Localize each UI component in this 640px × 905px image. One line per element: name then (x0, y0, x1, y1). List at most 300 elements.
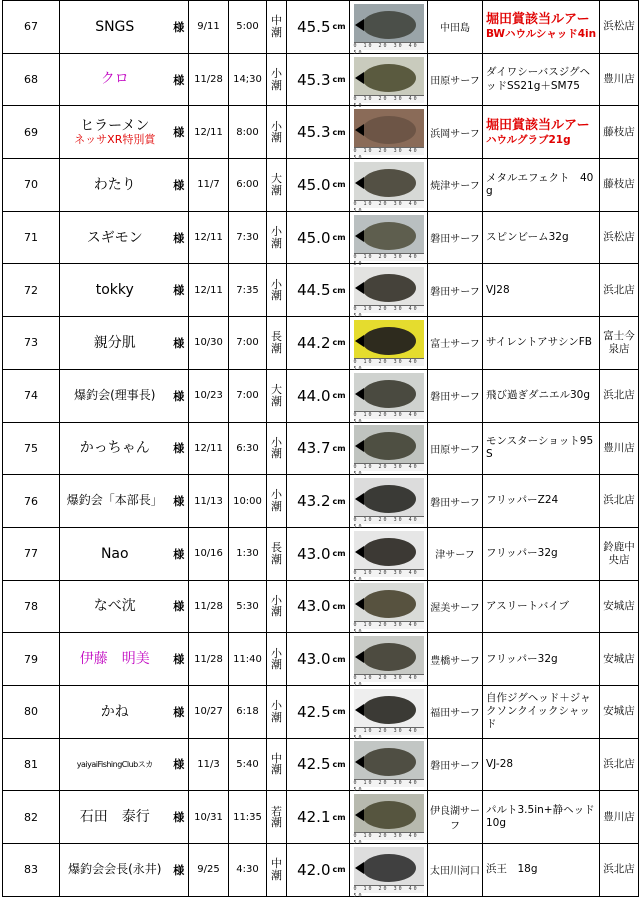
lure-name: 自作ジグヘッド＋ジャクソンクイックシャッド (486, 692, 591, 731)
lure-cell (483, 844, 600, 897)
time-cell (229, 738, 267, 791)
measuring-ruler: 0 10 20 30 40 50 (354, 463, 424, 471)
catch-time: 4:30 (236, 864, 259, 876)
rank-number-cell (3, 527, 60, 580)
angler-name-cell (60, 264, 170, 317)
angler-name: Nao (100, 545, 129, 562)
size-cell (287, 53, 333, 106)
fish-size: 45.0 (297, 228, 331, 247)
lure-cell (483, 422, 600, 475)
angler-name-cell (60, 633, 170, 686)
store-name: 安城店 (603, 652, 635, 665)
photo-cell (350, 53, 428, 109)
catch-date: 9/25 (197, 864, 220, 876)
size-unit: cm (332, 75, 346, 85)
catch-time: 1:30 (236, 548, 259, 560)
fish-size: 42.1 (297, 808, 331, 827)
unit-cell (333, 738, 350, 791)
size-unit: cm (332, 601, 346, 611)
catch-location: 津サーフ (435, 550, 475, 562)
honorific: 様 (173, 442, 185, 456)
flounder-image (362, 432, 416, 460)
honorific-cell (170, 106, 189, 159)
fish-photo (353, 57, 424, 109)
store-name: 豊川店 (603, 72, 635, 85)
fish-size: 45.3 (297, 123, 331, 142)
tide-cell (267, 633, 287, 686)
catch-location: 富士サーフ (430, 339, 480, 351)
size-unit: cm (332, 654, 346, 664)
angler-name: かね (100, 703, 129, 720)
tide-cell (267, 527, 287, 580)
catch-location: 磐田サーフ (430, 392, 480, 404)
tide-cell (267, 1, 287, 54)
size-unit: cm (332, 285, 346, 295)
photo-cell (350, 580, 428, 636)
catch-time: 7:00 (236, 390, 259, 402)
lure-name: ダイワシーバスジグヘッドSS21g＋SM75 (486, 66, 591, 92)
honorific-cell (170, 844, 189, 897)
shop-cell (600, 317, 639, 370)
measuring-ruler: 0 10 20 30 40 50 (354, 42, 424, 50)
lure-name: パルト3.5in+静ヘッド10g (486, 804, 595, 830)
catch-location: 磐田サーフ (430, 760, 480, 772)
catch-location: 田原サーフ (430, 444, 480, 456)
store-name: 藤枝店 (603, 178, 635, 191)
location-cell (428, 317, 483, 370)
location-cell (428, 53, 483, 106)
date-cell (189, 685, 229, 738)
rank-number-cell (3, 633, 60, 686)
catch-time: 6:30 (236, 442, 259, 454)
rank-number-cell (3, 1, 60, 54)
table-row (3, 475, 639, 528)
table-row (3, 369, 639, 422)
fish-size: 45.0 (297, 175, 331, 194)
lure-name: 堀田賞該当ルアー (486, 117, 590, 133)
measuring-ruler: 0 10 20 30 40 50 (354, 727, 424, 735)
time-cell (229, 1, 267, 54)
catch-time: 14;30 (233, 74, 262, 86)
table-row (3, 527, 639, 580)
lure-name: フリッパーZ24 (486, 494, 559, 507)
rank-number-cell (3, 844, 60, 897)
fish-photo (353, 320, 424, 372)
store-name: 富士今泉店 (603, 329, 635, 355)
lure-name: サイレントアサシンFB (486, 336, 592, 349)
table-row (3, 685, 639, 738)
time-cell (229, 211, 267, 264)
table-row (3, 317, 639, 370)
catch-time: 5:40 (236, 758, 259, 770)
honorific-cell (170, 475, 189, 528)
catch-time: 11:40 (233, 653, 262, 665)
time-cell (229, 106, 267, 159)
tide-type: 小潮 (271, 277, 282, 303)
photo-cell (350, 317, 428, 370)
location-cell (428, 211, 483, 264)
shop-cell (600, 580, 639, 633)
honorific: 様 (173, 811, 185, 825)
catch-location: 福田サーフ (430, 708, 480, 720)
rank-number-cell (3, 580, 60, 633)
fish-size: 43.0 (297, 597, 331, 616)
shop-cell (600, 527, 639, 580)
tide-cell (267, 475, 287, 528)
catch-date: 12/11 (194, 442, 223, 454)
flounder-image (362, 485, 416, 513)
store-name: 藤枝店 (603, 125, 635, 138)
angler-name: スギモン (86, 229, 143, 246)
honorific: 様 (173, 758, 185, 772)
fish-photo (353, 162, 424, 214)
honorific-cell (170, 580, 189, 633)
catch-location: 磐田サーフ (430, 286, 480, 298)
store-name: 安城店 (603, 705, 635, 718)
honorific: 様 (173, 389, 185, 403)
time-cell (229, 317, 267, 370)
measuring-ruler: 0 10 20 30 40 50 (354, 779, 424, 787)
rank-number: 79 (24, 652, 38, 666)
catch-location: 磐田サーフ (430, 497, 480, 509)
honorific-cell (170, 1, 189, 54)
honorific-cell (170, 264, 189, 317)
honorific: 様 (173, 284, 185, 298)
size-cell (287, 422, 333, 475)
date-cell (189, 580, 229, 633)
tide-type: 中潮 (271, 857, 282, 882)
angler-name: yaiyaiFishingClubスカ (76, 759, 153, 769)
fish-size: 43.7 (297, 439, 331, 458)
lure-name: VJ-28 (486, 757, 514, 770)
lure-name: 浜王 18g (486, 863, 538, 876)
size-cell (287, 580, 333, 633)
date-cell (189, 422, 229, 475)
shop-cell (600, 738, 639, 791)
catch-date: 10/16 (194, 548, 223, 560)
flounder-image (362, 116, 416, 144)
tide-type: 小潮 (271, 435, 282, 461)
angler-name: かっちゃん (79, 440, 150, 457)
date-cell (189, 159, 229, 212)
store-name: 浜北店 (603, 863, 635, 876)
honorific: 様 (173, 653, 185, 667)
photo-cell (350, 106, 428, 162)
tide-type: 小潮 (271, 66, 282, 92)
unit-cell (333, 422, 350, 475)
photo-cell (350, 791, 428, 847)
table-row (3, 738, 639, 791)
fish-photo (353, 478, 424, 531)
angler-name: 爆釣会(理事長) (74, 387, 156, 402)
fish-photo (353, 847, 424, 899)
size-cell (287, 633, 333, 686)
fish-size: 44.0 (297, 386, 331, 405)
location-cell (428, 264, 483, 317)
catch-date: 10/31 (194, 811, 223, 823)
honorific: 様 (173, 178, 185, 192)
angler-name: 爆釣会会長(永井) (68, 861, 162, 876)
unit-cell (333, 527, 350, 580)
rank-number-cell (3, 264, 60, 317)
fish-size: 43.0 (297, 544, 331, 563)
tide-cell (267, 317, 287, 370)
store-name: 安城店 (603, 599, 635, 612)
table-row (3, 1, 639, 54)
catch-date: 11/3 (197, 758, 220, 770)
photo-cell (350, 738, 428, 794)
unit-cell (333, 1, 350, 54)
size-unit: cm (332, 443, 346, 453)
location-cell (428, 106, 483, 159)
unit-cell (333, 844, 350, 897)
photo-cell (350, 264, 428, 320)
honorific: 様 (173, 231, 185, 245)
photo-cell (350, 685, 428, 741)
rank-number: 69 (24, 125, 38, 139)
catch-time: 5:30 (236, 600, 259, 612)
honorific: 様 (173, 20, 185, 34)
angler-name-cell (60, 791, 170, 844)
shop-cell (600, 791, 639, 844)
angler-name: 伊藤 明美 (79, 651, 150, 668)
tide-type: 小潮 (271, 646, 282, 672)
angler-name: SNGS (95, 18, 135, 35)
rank-number-cell (3, 211, 60, 264)
lure-name: スピンビーム32g (486, 231, 569, 244)
size-cell (287, 527, 333, 580)
date-cell (189, 527, 229, 580)
honorific: 様 (173, 600, 185, 614)
flounder-image (362, 643, 416, 671)
flounder-image (362, 222, 416, 250)
catch-date: 11/28 (194, 600, 223, 612)
tide-type: 中潮 (271, 14, 282, 39)
rank-number: 71 (24, 231, 38, 245)
size-unit: cm (332, 180, 346, 190)
flounder-image (362, 748, 416, 776)
tide-type: 小潮 (271, 119, 282, 145)
tide-type: 小潮 (271, 225, 282, 250)
measuring-ruler: 0 10 20 30 40 50 (354, 674, 424, 682)
rank-number: 72 (24, 283, 38, 297)
flounder-image (362, 380, 416, 408)
time-cell (229, 685, 267, 738)
store-name: 浜北店 (603, 389, 635, 402)
measuring-ruler: 0 10 20 30 40 50 (354, 411, 424, 419)
catch-time: 7:35 (236, 284, 259, 296)
photo-cell (350, 527, 428, 583)
flounder-image (362, 274, 416, 302)
table-row (3, 53, 639, 106)
date-cell (189, 1, 229, 54)
fish-size: 42.5 (297, 755, 331, 774)
size-unit: cm (332, 707, 346, 717)
time-cell (229, 844, 267, 897)
honorific: 様 (173, 547, 185, 561)
unit-cell (333, 264, 350, 317)
tide-cell (267, 211, 287, 264)
catch-time: 5:00 (236, 21, 259, 33)
unit-cell (333, 211, 350, 264)
unit-cell (333, 317, 350, 370)
rank-number: 70 (24, 178, 38, 192)
rank-number: 68 (24, 73, 38, 87)
honorific-cell (170, 317, 189, 370)
catch-date: 11/13 (194, 495, 223, 507)
catch-time: 7:30 (236, 232, 259, 244)
shop-cell (600, 264, 639, 317)
size-unit: cm (332, 759, 346, 769)
tide-cell (267, 264, 287, 317)
angler-name-cell (60, 527, 170, 580)
rank-number-cell (3, 422, 60, 475)
shop-cell (600, 369, 639, 422)
angler-name: クロ (100, 71, 129, 88)
store-name: 浜松店 (603, 231, 635, 244)
size-cell (287, 738, 333, 791)
fish-size: 42.0 (297, 860, 331, 879)
honorific: 様 (173, 705, 185, 719)
time-cell (229, 53, 267, 106)
honorific-cell (170, 685, 189, 738)
lure-cell (483, 317, 600, 370)
date-cell (189, 475, 229, 528)
angler-name: 石田 泰行 (79, 809, 150, 826)
tide-type: 大潮 (271, 383, 282, 408)
shop-cell (600, 106, 639, 159)
unit-cell (333, 791, 350, 844)
location-cell (428, 475, 483, 528)
lure-cell (483, 106, 600, 159)
catch-date: 12/11 (194, 284, 223, 296)
honorific-cell (170, 738, 189, 791)
angler-name-cell (60, 53, 170, 106)
flounder-image (362, 590, 416, 618)
tide-cell (267, 369, 287, 422)
fish-photo (353, 531, 424, 583)
rank-number: 67 (24, 20, 38, 34)
rank-number: 73 (24, 336, 38, 350)
measuring-ruler: 0 10 20 30 40 50 (354, 621, 424, 629)
lure-cell (483, 791, 600, 844)
time-cell (229, 422, 267, 475)
lure-name: VJ28 (486, 283, 510, 296)
tide-type: 長潮 (271, 541, 282, 566)
tide-type: 中潮 (271, 751, 282, 777)
rank-number-cell (3, 685, 60, 738)
fish-photo (353, 689, 424, 741)
photo-cell (350, 844, 428, 897)
time-cell (229, 369, 267, 422)
time-cell (229, 633, 267, 686)
honorific: 様 (173, 73, 185, 87)
tide-cell (267, 580, 287, 633)
unit-cell (333, 159, 350, 212)
flounder-image (362, 696, 416, 724)
date-cell (189, 791, 229, 844)
location-cell (428, 527, 483, 580)
measuring-ruler: 0 10 20 30 40 50 (354, 305, 424, 313)
catch-time: 8:00 (236, 126, 259, 138)
size-unit: cm (332, 127, 346, 137)
catch-location: 田原サーフ (430, 76, 480, 88)
store-name: 浜松店 (603, 20, 635, 33)
flounder-image (362, 801, 416, 829)
catch-date: 10/23 (194, 390, 223, 402)
honorific-cell (170, 159, 189, 212)
fish-photo (353, 267, 424, 320)
ranking-table (2, 0, 639, 897)
photo-cell (350, 1, 428, 54)
time-cell (229, 791, 267, 844)
rank-number: 82 (24, 810, 38, 824)
catch-location: 伊良湖サーフ (430, 806, 480, 833)
date-cell (189, 844, 229, 897)
shop-cell (600, 159, 639, 212)
table-row (3, 633, 639, 686)
date-cell (189, 317, 229, 370)
lure-cell (483, 475, 600, 528)
rank-number: 74 (24, 389, 38, 403)
catch-date: 11/28 (194, 74, 223, 86)
catch-time: 11:35 (233, 811, 262, 823)
catch-location: 渥美サーフ (430, 602, 480, 614)
angler-name: 親分肌 (93, 334, 136, 351)
rank-number: 81 (24, 757, 38, 771)
catch-date: 11/28 (194, 653, 223, 665)
rank-number-cell (3, 475, 60, 528)
rank-number-cell (3, 317, 60, 370)
unit-cell (333, 475, 350, 528)
photo-cell (350, 422, 428, 478)
unit-cell (333, 685, 350, 738)
location-cell (428, 844, 483, 897)
unit-cell (333, 53, 350, 106)
size-unit: cm (332, 865, 346, 875)
lure-cell (483, 633, 600, 686)
rank-number-cell (3, 791, 60, 844)
fish-size: 44.2 (297, 333, 331, 352)
measuring-ruler: 0 10 20 30 40 50 (354, 516, 424, 524)
tide-type: 小潮 (271, 488, 282, 514)
measuring-ruler: 0 10 20 30 40 50 (354, 253, 424, 261)
catch-time: 10:00 (233, 495, 262, 507)
lure-name: フリッパー32g (486, 652, 558, 665)
catch-time: 6:00 (236, 179, 259, 191)
rank-number-cell (3, 159, 60, 212)
catch-location: 焼津サーフ (430, 181, 480, 193)
catch-date: 9/11 (197, 21, 220, 33)
lure-cell (483, 580, 600, 633)
time-cell (229, 580, 267, 633)
fish-photo (353, 373, 424, 425)
table-row (3, 211, 639, 264)
photo-cell (350, 369, 428, 425)
size-unit: cm (332, 233, 346, 243)
angler-name-cell (60, 159, 170, 212)
angler-name-cell (60, 738, 170, 791)
honorific-cell (170, 422, 189, 475)
fish-size: 42.5 (297, 702, 331, 721)
rank-number-cell (3, 106, 60, 159)
honorific: 様 (173, 126, 185, 140)
photo-cell (350, 159, 428, 212)
table-row (3, 580, 639, 633)
tide-cell (267, 791, 287, 844)
size-cell (287, 369, 333, 422)
fish-photo (353, 741, 424, 794)
